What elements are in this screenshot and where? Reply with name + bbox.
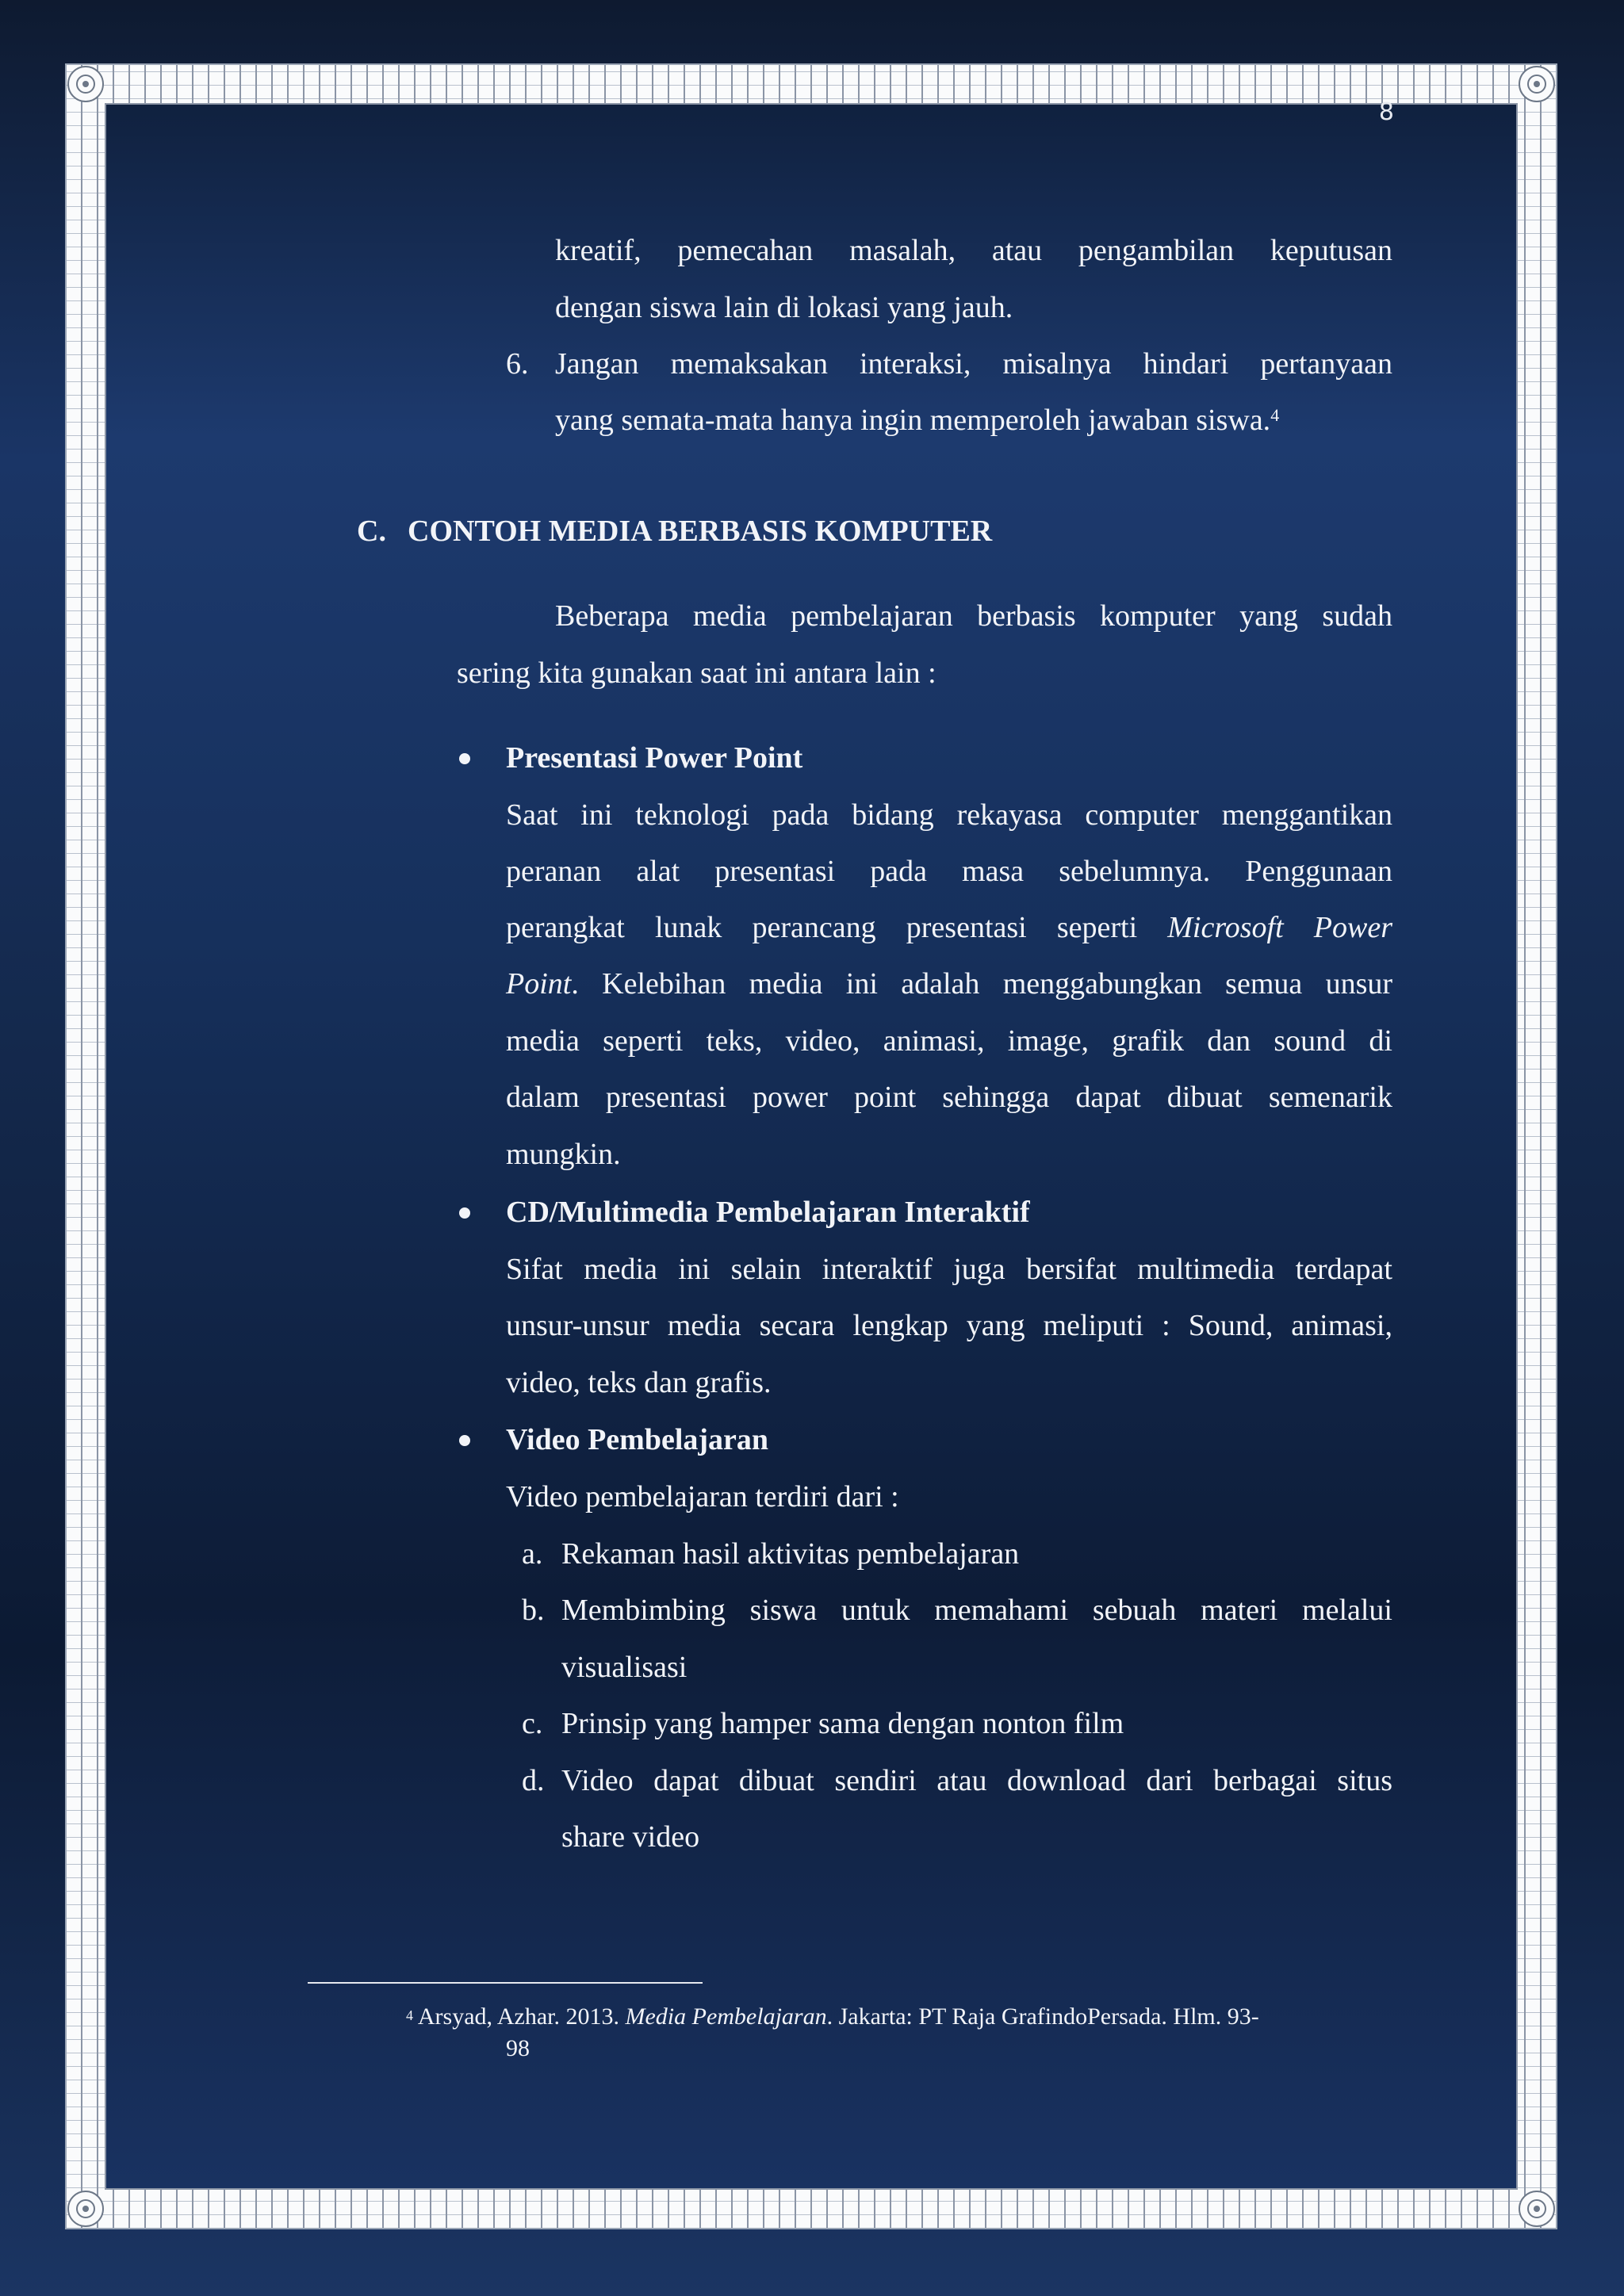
corner-ornament-icon — [67, 2191, 104, 2227]
intro-line-2: sering kita gunakan saat ini antara lain : — [457, 656, 936, 690]
sub-item-d-line-1: Video dapat dibuat sendiri atau download dari berbagai situs — [561, 1764, 1392, 1797]
ppt-line-1: Saat ini teknologi pada bidang rekayasa computer menggantikan — [506, 798, 1392, 832]
item-title-cd-multimedia: CD/Multimedia Pembelajaran Interaktif — [506, 1196, 1030, 1229]
list-item-6-number: 6. — [506, 347, 529, 381]
list-item-5-line-1: kreatif, pemecahan masalah, atau pengambilan keputusan — [555, 234, 1392, 267]
sub-item-b-line-1: Membimbing siswa untuk memahami sebuah materi melalui — [561, 1594, 1392, 1627]
item-title-presentasi: Presentasi Power Point — [506, 741, 803, 775]
cd-line-1: Sifat media ini selain interaktif juga bersifat multimedia terdapat — [506, 1253, 1392, 1286]
footnote: $^4$ Arsyad, Azhar. 2013. Media Pembelajaran. Jakarta: PT Raja GrafindoPersada. Hlm. 93- — [406, 2003, 1259, 2030]
sub-item-b-line-2: visualisasi — [561, 1651, 688, 1684]
sub-label-c: c. — [522, 1707, 543, 1740]
page-number: 8 — [1378, 98, 1394, 126]
footnote-separator — [308, 1982, 703, 1984]
bullet-icon — [459, 753, 470, 764]
ppt-line-5: media seperti teks, video, animasi, image, grafik dan sound di — [506, 1024, 1392, 1058]
item-title-video: Video Pembelajaran — [506, 1423, 769, 1456]
sub-item-d-line-2: share video — [561, 1820, 700, 1854]
section-heading: CONTOH MEDIA BERBASIS KOMPUTER — [408, 515, 993, 548]
page-border-frame — [65, 63, 1557, 2229]
footnote-number: 4 — [406, 2007, 413, 2023]
corner-ornament-icon — [67, 66, 104, 102]
list-item-6-line-1: Jangan memaksakan interaksi, misalnya hindari pertanyaan — [555, 347, 1392, 381]
bullet-icon — [459, 1207, 470, 1219]
bullet-icon — [459, 1435, 470, 1446]
ppt-line-2: peranan alat presentasi pada masa sebelumnya. Penggunaan — [506, 855, 1392, 888]
list-item-5-line-2: dengan siswa lain di lokasi yang jauh. — [555, 291, 1013, 324]
footnote-reference: 4 — [1270, 405, 1280, 425]
ppt-line-4: Point. Kelebihan media ini adalah menggabungkan semua unsur — [506, 967, 1393, 1001]
sub-label-a: a. — [522, 1537, 543, 1571]
corner-ornament-icon — [1519, 2191, 1555, 2227]
corner-ornament-icon — [1519, 66, 1555, 102]
video-intro: Video pembelajaran terdiri dari : — [506, 1480, 899, 1513]
cd-line-3: video, teks dan grafis. — [506, 1366, 772, 1399]
sub-item-c: Prinsip yang hamper sama dengan nonton film — [561, 1707, 1124, 1740]
intro-line-1: Beberapa media pembelajaran berbasis komputer yang sudah — [555, 599, 1392, 633]
footnote-continuation: 98 — [506, 2035, 530, 2061]
sub-label-b: b. — [522, 1594, 545, 1627]
section-label: C. — [357, 515, 386, 548]
ppt-line-6: dalam presentasi power point sehingga dapat dibuat semenarik — [506, 1081, 1392, 1114]
sub-item-a: Rekaman hasil aktivitas pembelajaran — [561, 1537, 1020, 1571]
list-item-6-line-2: yang semata-mata hanya ingin memperoleh jawaban siswa.$^4$ — [555, 404, 1280, 437]
sub-label-d: d. — [522, 1764, 545, 1797]
ppt-line-7: mungkin. — [506, 1138, 621, 1171]
ppt-line-3: perangkat lunak perancang presentasi seperti Microsoft Power — [506, 911, 1392, 944]
cd-line-2: unsur-unsur media secara lengkap yang meliputi : Sound, animasi, — [506, 1309, 1392, 1342]
